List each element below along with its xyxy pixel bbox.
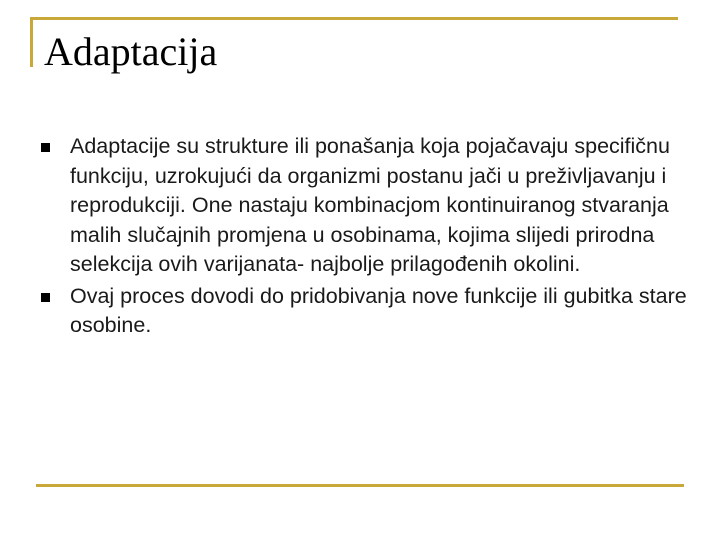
bullet-text: Adaptacije su strukture ili ponašanja koja pojačavaju specifičnu funkciju, uzrokujući da organizmi postanu jači u preživljavanju i reprodukciji. One nastaju kombinacjom kontinuiranog stvaranja malih slučajnih promjena u osobinama, kojima slijedi prirodna selekcija ovih varijanata- najbolje prilagođenih okolini. bbox=[70, 134, 670, 276]
bullet-list bbox=[40, 132, 690, 343]
bullet-text: Ovaj proces dovodi do pridobivanja nove funkcije ili gubitka stare osobine. bbox=[70, 283, 687, 337]
square-bullet-icon bbox=[41, 293, 50, 302]
bullet-item bbox=[40, 282, 690, 341]
slide-title: Adaptacija bbox=[44, 29, 218, 74]
title-left-rule bbox=[30, 17, 33, 67]
footer-rule bbox=[36, 484, 684, 487]
bullet-item bbox=[40, 132, 690, 280]
title-top-rule bbox=[30, 17, 678, 20]
square-bullet-icon bbox=[41, 143, 50, 152]
